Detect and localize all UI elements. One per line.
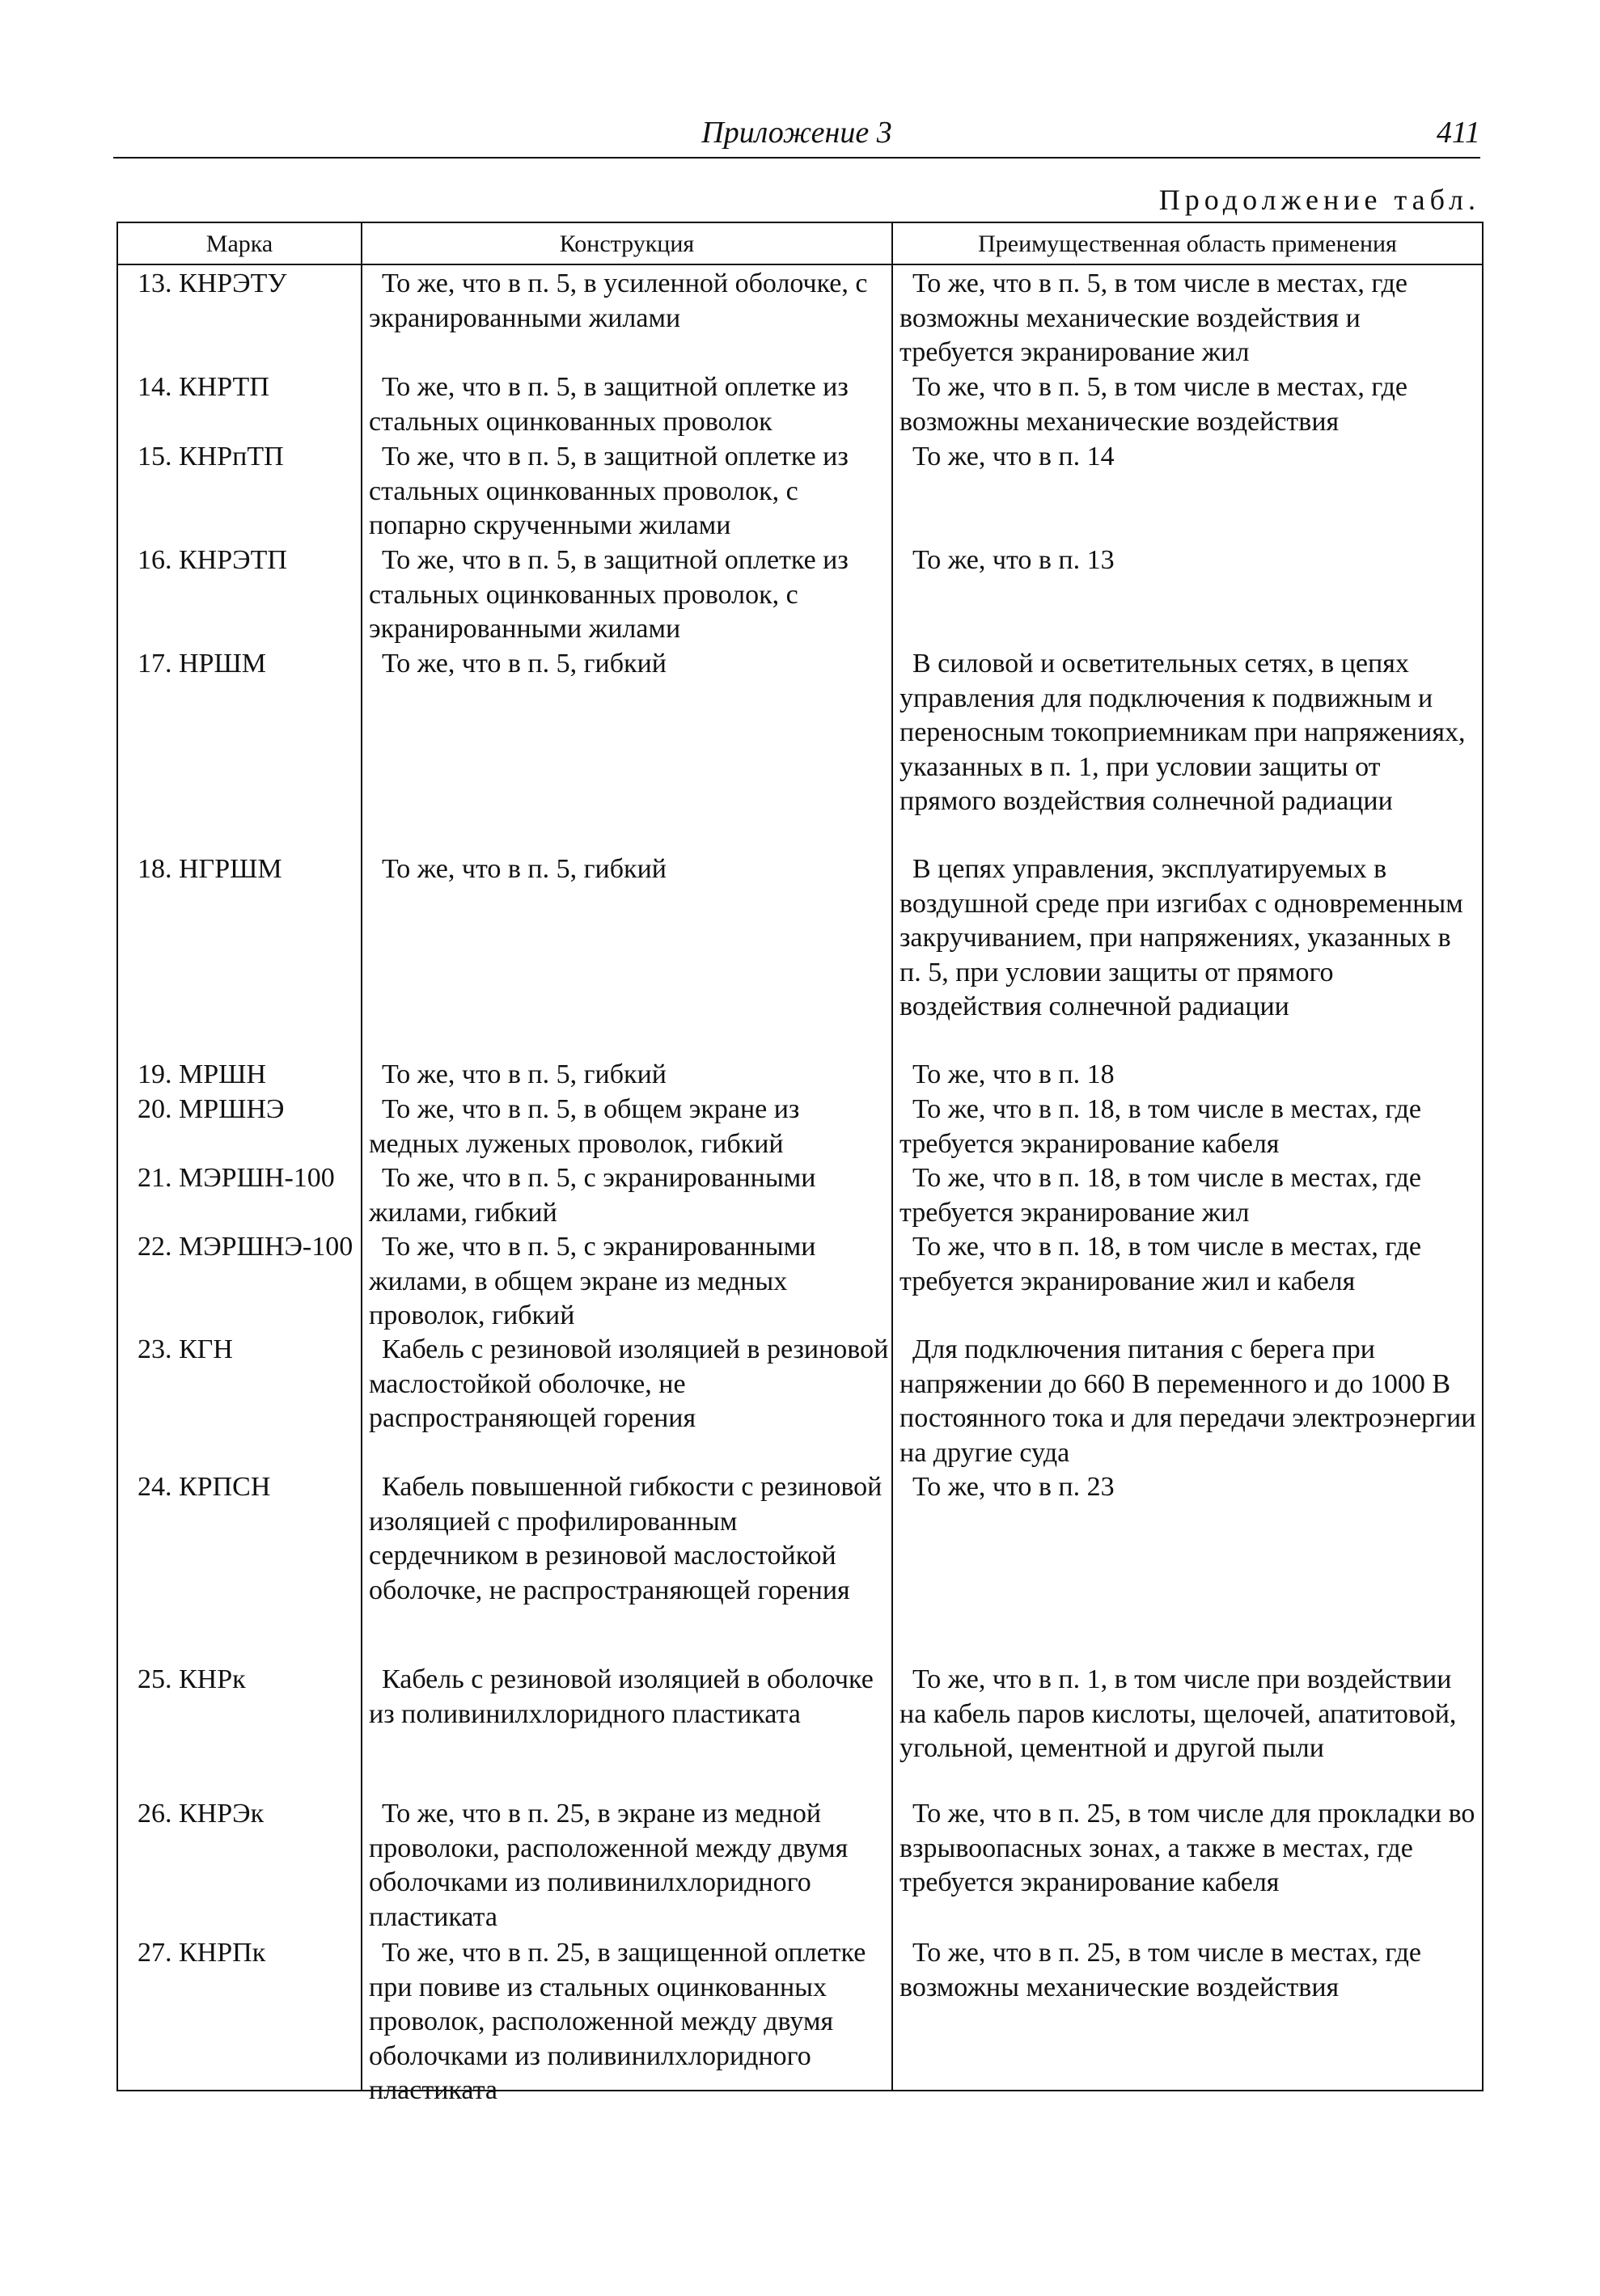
table-row-application: То же, что в п. 13	[912, 545, 1115, 575]
column-header-mark: Марка	[205, 230, 273, 257]
table-row-construction: То же, что в п. 5, в общем экране из медных луженых проволок, гибкий	[369, 1094, 800, 1159]
table-row-construction: Кабель с резиновой изоляцией в оболочке из поливинилхлоридного пластиката	[369, 1664, 874, 1729]
table-row-construction: Кабель с резиновой изоляцией в резиновой маслостойкой оболочке, не распространяющей горения	[369, 1334, 889, 1433]
table-row-mark: 26. КНРЭк	[138, 1799, 265, 1829]
table-row-application: То же, что в п. 18, в том числе в местах, где требуется экранирование жил	[899, 1163, 1421, 1228]
table-row-application: То же, что в п. 25, в том числе для прокладки во взрывоопасных зонах, а также в местах, где требуется экранирование кабеля	[899, 1799, 1475, 1897]
table-row-construction: То же, что в п. 5, с экранированными жилами, гибкий	[369, 1163, 816, 1228]
table-row-mark: 25. КНРк	[138, 1664, 246, 1694]
table-row-construction: То же, что в п. 5, в защитной оплетке из стальных оцинкованных проволок	[369, 372, 849, 437]
table-row-construction: То же, что в п. 25, в защищенной оплетке при повиве из стальных оцинкованных проволок, расположенной между двумя оболочками из поливинилхлоридного пластиката	[369, 1938, 866, 2105]
table-row-application: То же, что в п. 18, в том числе в местах, где требуется экранирование кабеля	[899, 1094, 1421, 1159]
running-title: Приложение 3	[701, 116, 892, 150]
table-row-mark: 19. МРШН	[138, 1059, 266, 1089]
page-header	[113, 112, 1480, 159]
table-row-construction: То же, что в п. 25, в экране из медной проволоки, расположенной между двумя оболочками из поливинилхлоридного пластиката	[369, 1799, 849, 1932]
table-row-application: В силовой и осветительных сетях, в цепях управления для подключения к подвижным и переносным токоприемникам при напряжениях, указанных в п. 1, при условии защиты от прямого воздействия солнечной радиации	[899, 649, 1466, 816]
table-row-application: То же, что в п. 5, в том числе в местах, где возможны механические воздействия и требуется экранирование жил	[899, 269, 1407, 367]
table-row-mark: 22. МЭРШНЭ-100	[138, 1232, 353, 1262]
table-row-application: То же, что в п. 14	[912, 442, 1115, 471]
header-divider	[118, 264, 1482, 265]
table-row-mark: 18. НГРШМ	[138, 854, 282, 884]
table-row-construction: То же, что в п. 5, в защитной оплетке из стальных оцинкованных проволок, с экранированными жилами	[369, 545, 849, 644]
table-row-application: То же, что в п. 25, в том числе в местах, где возможны механические воздействия	[899, 1938, 1421, 2002]
table-row-mark: 20. МРШНЭ	[138, 1094, 285, 1124]
table-row-application: В цепях управления, эксплуатируемых в воздушной среде при изгибах с одновременным закручиванием, при напряжениях, указанных в п. 5, при условии защиты от прямого воздействия солнечной радиации	[899, 854, 1463, 1021]
table-row-mark: 14. КНРТП	[138, 372, 269, 402]
table-row-application: То же, что в п. 5, в том числе в местах, где возможны механические воздействия	[899, 372, 1407, 437]
table-row-application: То же, что в п. 18, в том числе в местах, где требуется экранирование жил и кабеля	[899, 1232, 1421, 1296]
table-row-construction: То же, что в п. 5, в усиленной оболочке, с экранированными жилами	[369, 269, 868, 333]
table-row-mark: 23. КГН	[138, 1334, 233, 1364]
page-number: 411	[1436, 116, 1480, 150]
table-row-mark: 16. КНРЭТП	[138, 545, 287, 575]
table-row-mark: 15. КНРпТП	[138, 442, 284, 471]
table-row-mark: 27. КНРПк	[138, 1938, 266, 1968]
column-header-construction: Конструкция	[559, 230, 695, 257]
table-row-application: То же, что в п. 1, в том числе при воздействии на кабель паров кислоты, щелочей, апатитовой, угольной, цементной и другой пыли	[899, 1664, 1457, 1763]
table-row-mark: 24. КРПСН	[138, 1472, 271, 1502]
table-row-construction: Кабель повышенной гибкости с резиновой изоляцией с профилированным сердечником в резиновой маслостойкой оболочке, не распространяющей горения	[369, 1472, 883, 1605]
table-row-application: Для подключения питания с берега при напряжении до 660 В переменного и до 1000 В постоянного тока и для передачи электроэнергии на другие суда	[899, 1334, 1476, 1468]
table-row-construction: То же, что в п. 5, гибкий	[382, 1059, 667, 1089]
cable-table	[116, 222, 1484, 2105]
table-row-application: То же, что в п. 23	[912, 1472, 1115, 1502]
column-divider	[361, 223, 362, 2090]
table-row-mark: 17. НРШМ	[138, 649, 266, 679]
table-row-construction: То же, что в п. 5, гибкий	[382, 649, 667, 679]
table-continuation-label: Продолжение табл.	[1158, 184, 1480, 216]
table-row-mark: 21. МЭРШН-100	[138, 1163, 335, 1193]
table-row-application: То же, что в п. 18	[912, 1059, 1115, 1089]
column-header-application: Преимущественная область применения	[978, 230, 1397, 257]
table-row-construction: То же, что в п. 5, гибкий	[382, 854, 667, 884]
table-row-construction: То же, что в п. 5, с экранированными жилами, в общем экране из медных проволок, гибкий	[369, 1232, 816, 1330]
table-row-construction: То же, что в п. 5, в защитной оплетке из стальных оцинкованных проволок, с попарно скрученными жилами	[369, 442, 849, 540]
table-row-mark: 13. КНРЭТУ	[138, 269, 287, 298]
